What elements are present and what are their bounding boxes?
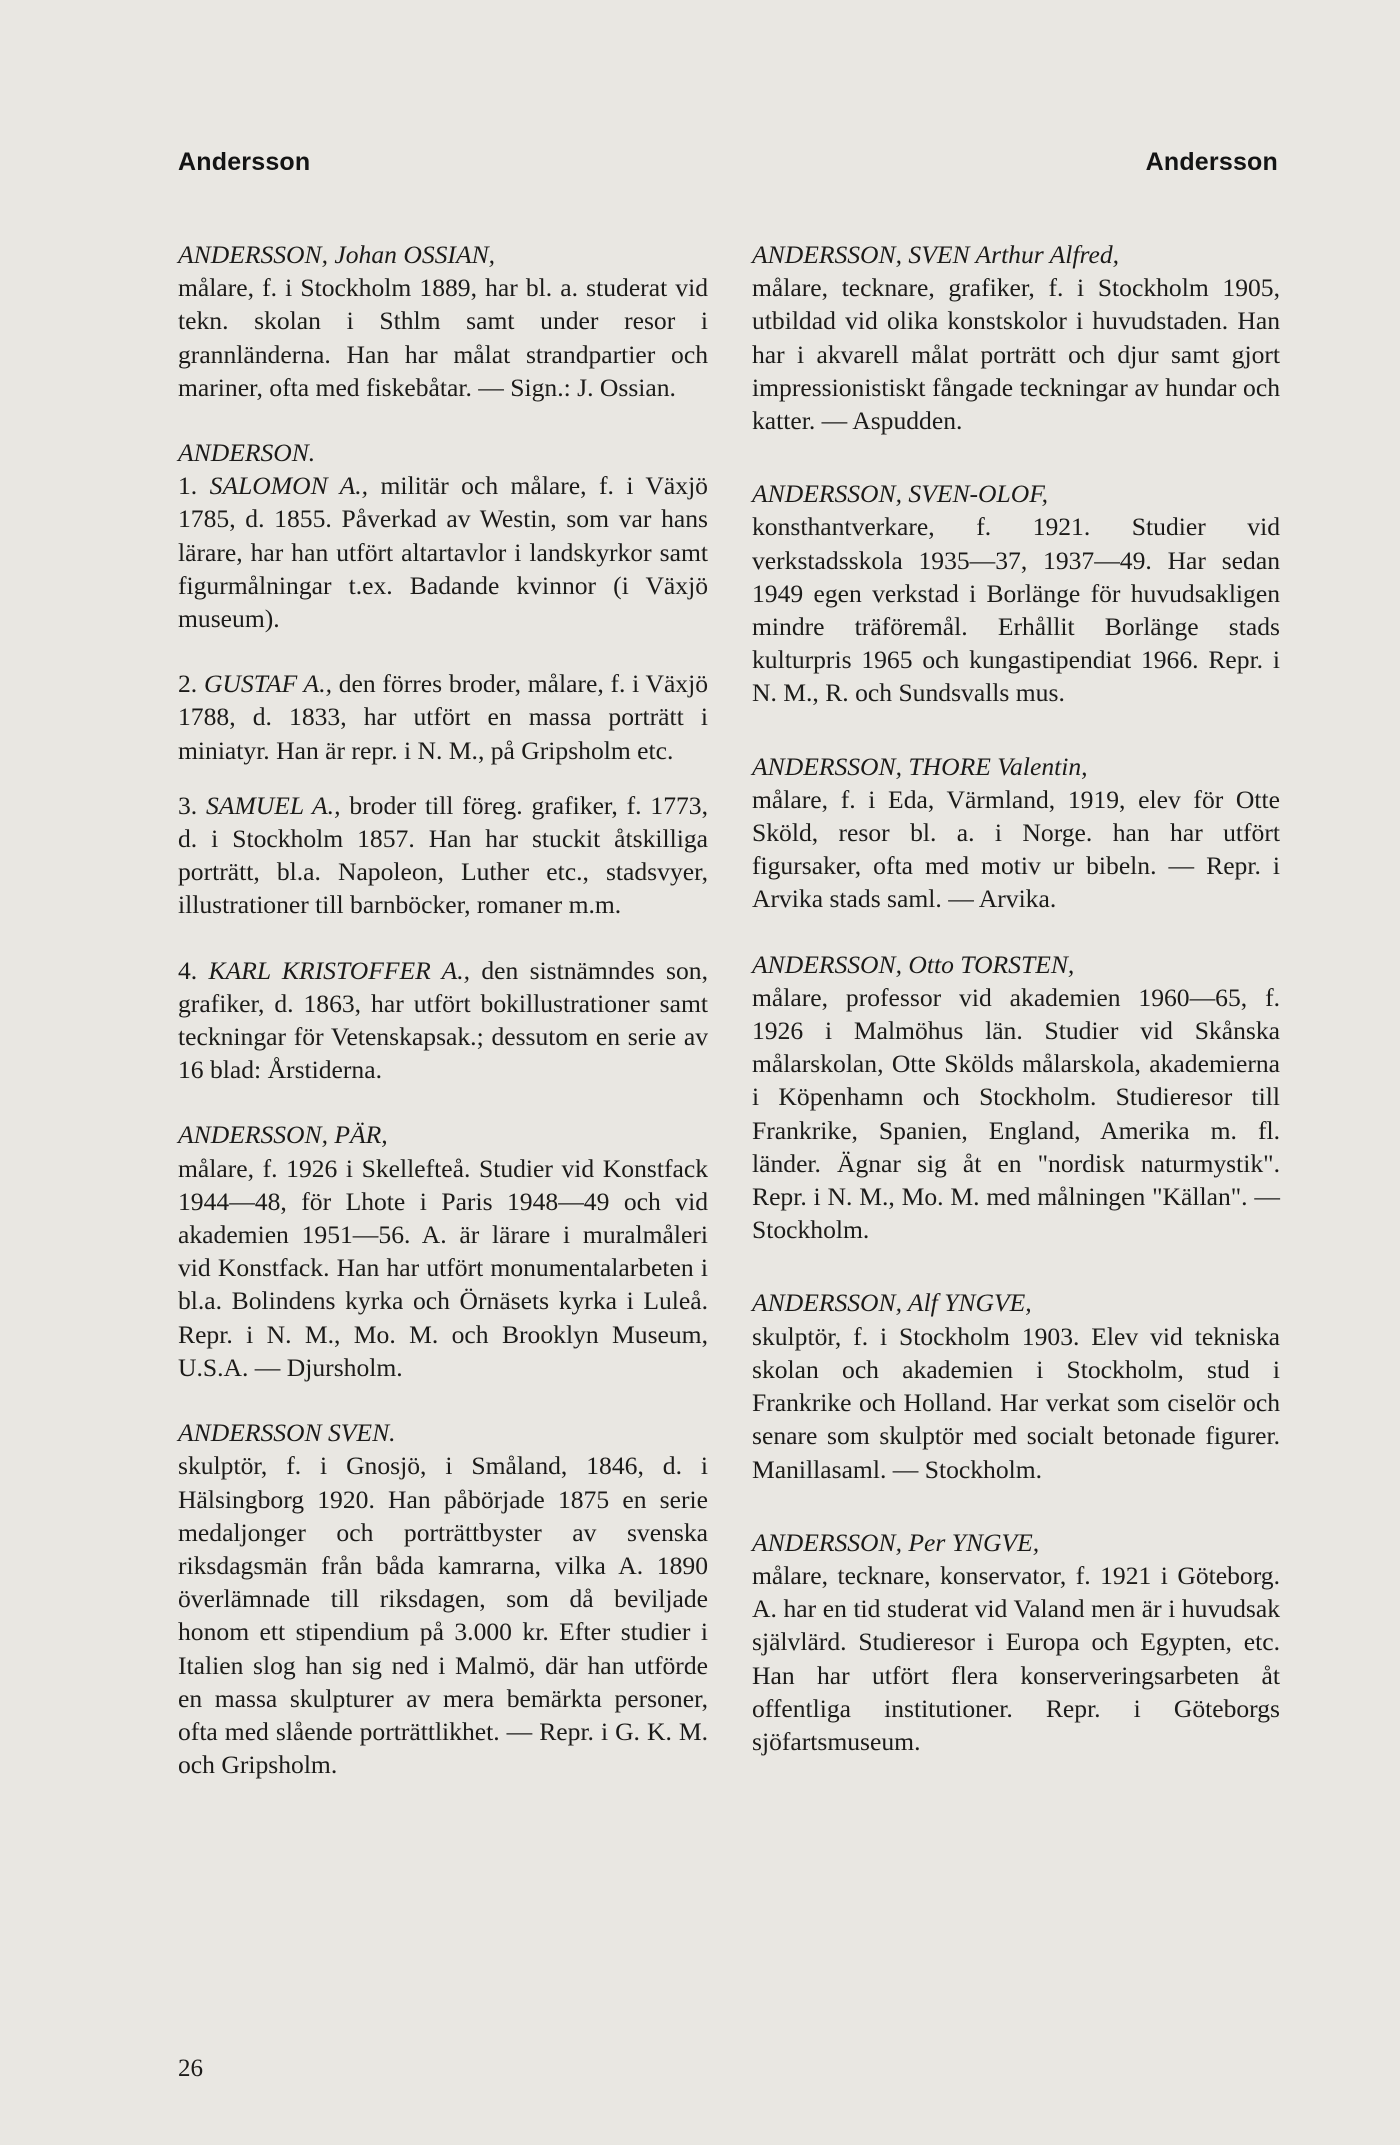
entry-thore: [752, 750, 1280, 916]
entry-body: målare, tecknare, grafiker, f. i Stockholm 1905, utbildad vid olika konstskolor i huvudstaden. Han har i akvarell målat porträtt och djur samt gjort impressionistiskt fångade teckningar av hundar och katter. — Aspudden.: [752, 273, 1280, 436]
sub-entry-gustaf: [178, 667, 708, 767]
sub-entry-number: 1.: [178, 471, 198, 501]
sub-entry-number: 4.: [178, 955, 198, 985]
entry-per-yngve: [752, 1526, 1280, 1758]
entry-sven-olof: [752, 477, 1280, 709]
entry-heading: ANDERSSON, Johan OSSIAN,: [178, 240, 496, 269]
sub-entry-karl-kristoffer: [178, 954, 708, 1087]
entry-sven-arthur: [752, 238, 1280, 437]
entry-heading: ANDERSSON, PÄR,: [178, 1120, 388, 1150]
sub-entry-salomon: [178, 469, 708, 635]
entry-heading: ANDERSON.: [178, 438, 316, 468]
entry-body: målare, tecknare, konservator, f. 1921 i Göteborg. A. har en tid studerat vid Valand men är i huvudsak självlärd. Studieresor i Europa och Egypten, etc. Han har utfört flera konserveringsarbeten åt offentliga institutioner. Repr. i Göteborgs sjöfartsmuseum.: [752, 1560, 1280, 1756]
entry-body: målare, professor vid akademien 1960—65, f. 1926 i Malmöhus län. Studier vid Skånska målarskolan, Otte Skölds målarskola, akademierna i Köpenhamn och Stockholm. Studieresor till Frankrike, Spanien, England, Amerika m. fl. länder. Ägnar sig åt en "nordisk naturmystik". Repr. i N. M., Mo. M. med målningen "Källan". — Stockholm.: [752, 982, 1280, 1245]
sub-entry-name: SALOMON A.,: [209, 471, 369, 501]
entry-body: målare, f. 1926 i Skellefteå. Studier vid Konstfack 1944—48, för Lhote i Paris 1948—49 och vid akademien 1951—56. A. är lärare i muralmåleri vid Konstfack. Han har utfört monumentalarbeten i bl.a. Bolindens kyrka och Örnäsets kyrka i Luleå. Repr. i N. M., Mo. M. och Brooklyn Museum, U.S.A. — Djursholm.: [178, 1153, 708, 1382]
entry-par: [178, 1118, 708, 1384]
sub-entry-number: 3.: [178, 790, 198, 820]
entry-sven: [178, 1416, 708, 1781]
entry-heading: ANDERSSON, Otto TORSTEN,: [752, 949, 1075, 979]
entry-body: konsthantverkare, f. 1921. Studier vid verkstadsskola 1935—37, 1937—49. Har sedan 1949 egen verkstad i Borlänge för huvudsakligen mindre träföremål. Erhållit Borlänge stads kulturpris 1965 och kungastipendiat 1966. Repr. i N. M., R. och Sundsvalls mus.: [752, 512, 1280, 708]
entry-heading: ANDERSSON, SVEN-OLOF,: [752, 479, 1048, 509]
entry-ossian: [178, 238, 708, 404]
entry-body: målare, f. i Stockholm 1889, har bl. a. studerat vid tekn. skolan i Sthlm samt under resor i grannländerna. Han har målat strandpartier och mariner, ofta med fiskebåtar. — Sign.: J. Ossian.: [178, 273, 708, 402]
entry-heading: ANDERSSON, THORE Valentin,: [752, 751, 1088, 781]
sub-entry-number: 2.: [178, 669, 198, 699]
entry-torsten: [752, 948, 1280, 1247]
sub-entry-body: militär och målare, f. i Växjö 1785, d. 1855. Påverkad av Westin, som var hans lärare, har han utfört altartavlor i landskyrkor samt figurmålningar t.ex. Badande kvinnor (i Växjö museum).: [178, 471, 708, 634]
entry-heading: ANDERSSON, Per YNGVE,: [752, 1527, 1040, 1557]
sub-entry-body: den sistnämndes son, grafiker, d. 1863, har utfört bokillustrationer samt teckningar för Vetenskapsak.; dessutom en serie av 16 blad: Årstiderna.: [178, 955, 708, 1085]
entry-body: målare, f. i Eda, Värmland, 1919, elev för Otte Sköld, resor bl. a. i Norge. han har utfört figursaker, ofta med motiv ur bibeln. — Repr. i Arvika stads saml. — Arvika.: [752, 784, 1280, 914]
sub-entry-name: KARL KRISTOFFER A.,: [208, 955, 471, 985]
entry-body: skulptör, f. i Stockholm 1903. Elev vid tekniska skolan och akademien i Stockholm, stud i Frankrike och Holland. Har verkat som ciselör och senare som skulptör med socialt betonade figurer. Manillasaml. — Stockholm.: [752, 1321, 1280, 1484]
sub-entry-body: broder till föreg. grafiker, f. 1773, d. i Stockholm 1857. Han har stuckit åtskilliga porträtt, bl.a. Napoleon, Luther etc., stadsvyer, illustrationer till barnböcker, romaner m.m.: [178, 790, 708, 920]
entry-heading: ANDERSSON SVEN.: [178, 1418, 396, 1448]
running-head-left: Andersson: [178, 148, 311, 176]
sub-entry-body: den förres broder, målare, f. i Växjö 1788, d. 1833, har utfört en massa porträtt i miniatyr. Han är repr. i N. M., på Gripsholm etc.: [178, 669, 709, 765]
page-number: 26: [178, 2055, 203, 2082]
sub-entry-name: SAMUEL A.,: [206, 790, 341, 820]
sub-entry-name: GUSTAF A.,: [203, 669, 332, 699]
entry-anderson: [178, 436, 708, 1086]
entry-alf-yngve: [752, 1286, 1280, 1485]
right-column: [752, 238, 1280, 1758]
left-column: [178, 238, 708, 1781]
running-head-right: Andersson: [1145, 148, 1278, 176]
entry-body: skulptör, f. i Gnosjö, i Småland, 1846, d. i Hälsingborg 1920. Han påbörjade 1875 en serie medaljonger och porträttbyster av svenska riksdagsmän från båda kamrarna, vilka A. 1890 överlämnade till riksdagen, som då beviljade honom ett stipendium på 3.000 kr. Efter studier i Italien slog han sig ned i Malmö, där han utförde en massa skulpturer av mera bemärkta personer, ofta med slående porträttlikhet. — Repr. i G. K. M. och Gripsholm.: [178, 1451, 708, 1780]
entry-heading: ANDERSSON, Alf YNGVE,: [752, 1288, 1032, 1318]
entry-heading: ANDERSSON, SVEN Arthur Alfred,: [752, 240, 1120, 269]
sub-entry-samuel: [178, 789, 708, 922]
